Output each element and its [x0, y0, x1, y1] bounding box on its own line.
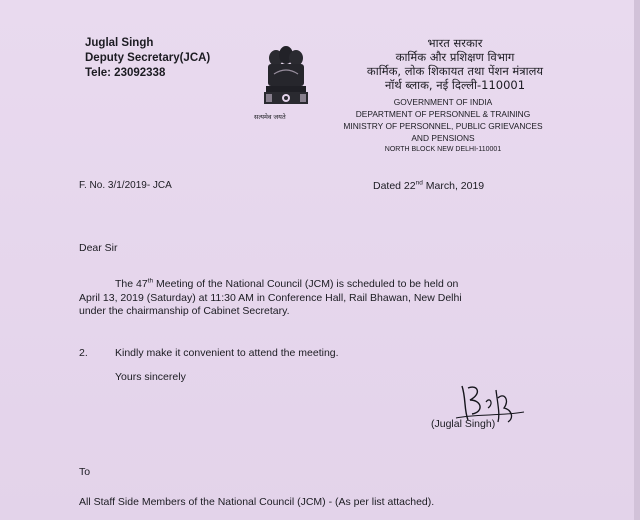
- para2-number: 2.: [79, 347, 88, 359]
- sender-phone: Tele: 23092338: [85, 67, 166, 79]
- english-line-5: NORTH BLOCK NEW DELHI-110001: [384, 146, 502, 153]
- para1-line-3: under the chairmanship of Cabinet Secretary.: [79, 305, 290, 317]
- hindi-line-4: नॉर्थ ब्लाक, नई दिल्ली-110001: [384, 78, 526, 92]
- date-prefix: Dated 22: [373, 180, 416, 192]
- date-suffix: nd: [415, 179, 423, 187]
- emblem-motto: सत्यमेव जयते: [254, 114, 286, 121]
- hindi-line-1: भारत सरकार: [427, 36, 483, 50]
- signatory-name: (Juglal Singh): [431, 418, 496, 430]
- body-paragraph-1: [79, 278, 549, 319]
- english-line-4: AND PENSIONS: [411, 133, 475, 143]
- recipient-line: All Staff Side Members of the National Council (JCM) - (As per list attached).: [79, 496, 435, 508]
- office-address-hindi: [340, 36, 570, 92]
- para1-rest: Meeting of the National Council (JCM) is scheduled to be held on: [153, 278, 459, 290]
- hindi-line-2: कार्मिक और प्रशिक्षण विभाग: [395, 50, 515, 64]
- letter-date: [373, 180, 484, 192]
- to-label: To: [79, 466, 91, 478]
- body-paragraph-2: Kindly make it convenient to attend the meeting.: [115, 347, 339, 359]
- file-number: F. No. 3/1/2019- JCA: [79, 180, 172, 191]
- salutation: Dear Sir: [79, 242, 118, 254]
- closing: Yours sincerely: [115, 371, 186, 383]
- english-line-2: DEPARTMENT OF PERSONNEL & TRAINING: [355, 109, 531, 119]
- page-edge: [634, 0, 640, 520]
- sender-block: [85, 36, 210, 81]
- para1-line-2: April 13, 2019 (Saturday) at 11:30 AM in Conference Hall, Rail Bhawan, New Delhi: [79, 291, 462, 304]
- sender-designation: Deputy Secretary(JCA): [85, 52, 211, 64]
- hindi-line-3: कार्मिक, लोक शिकायत तथा पेंशन मंत्रालय: [366, 64, 544, 78]
- sender-name: Juglal Singh: [85, 37, 154, 49]
- date-rest: March, 2019: [422, 180, 485, 192]
- english-line-3: MINISTRY OF PERSONNEL, PUBLIC GRIEVANCES: [343, 121, 543, 131]
- english-line-1: GOVERNMENT OF INDIA: [393, 97, 493, 107]
- office-address-english: [318, 96, 568, 156]
- para1-sup: th: [147, 277, 154, 285]
- para1-line-1: [79, 278, 549, 292]
- para1-start: The 47: [115, 278, 148, 290]
